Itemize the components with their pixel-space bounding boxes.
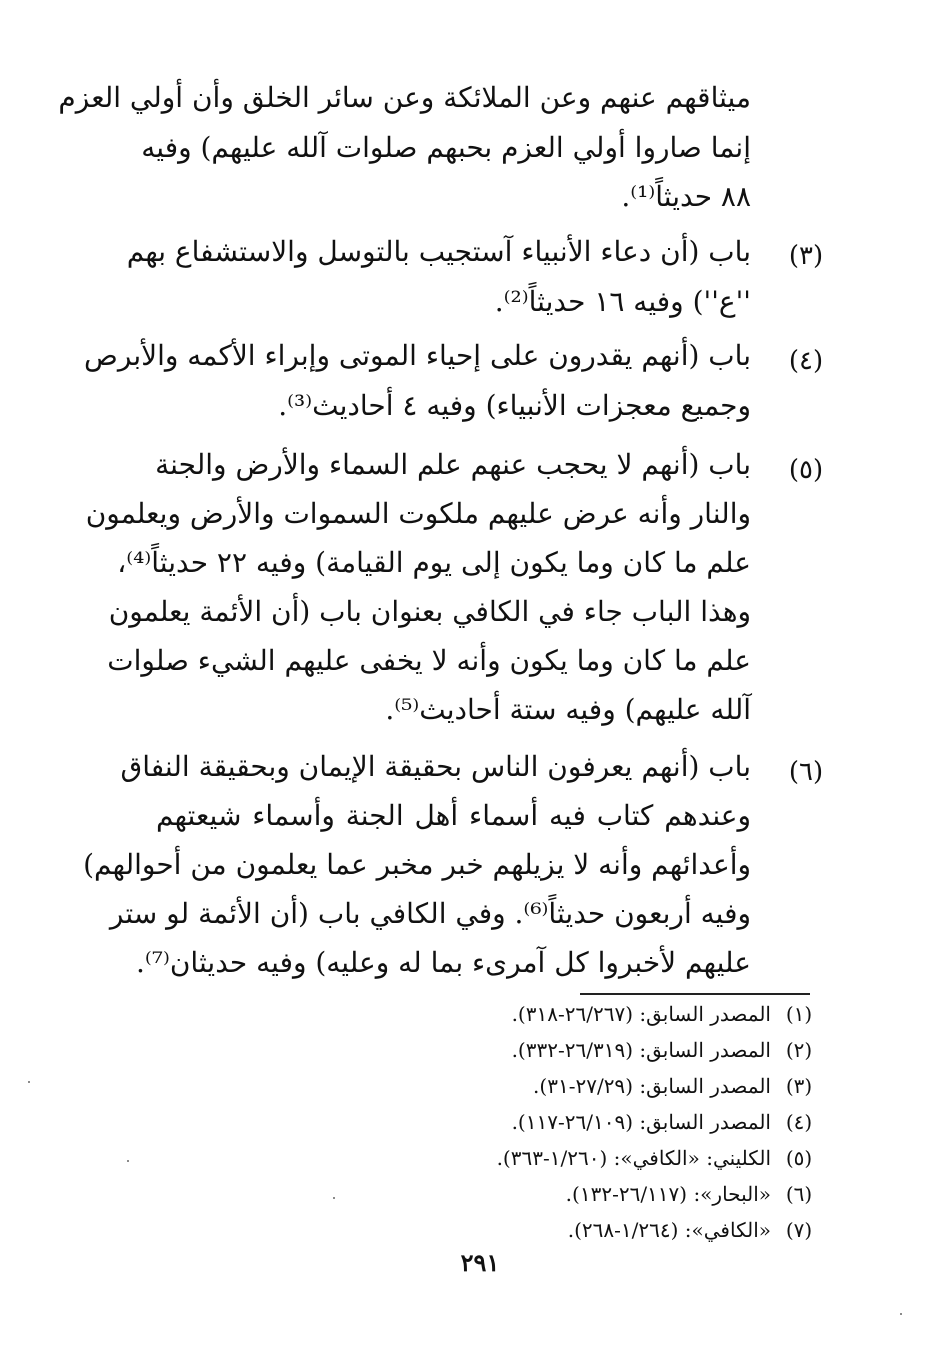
entry-line: آلله عليهم) وفيه ستة أحاديث⁽⁵⁾. xyxy=(385,693,751,726)
footnote-text: المصدر السابق: (٢٦/٢٦٧-٣١٨). xyxy=(511,1002,771,1026)
footnote-separator xyxy=(580,993,810,995)
footnote-text: «البحار»: (٢٦/١١٧-١٣٢). xyxy=(565,1182,771,1206)
footnote-text: «الكافي»: (١/٢٦٤-٢٦٨). xyxy=(567,1218,771,1242)
footnote-text: المصدر السابق: (٢٦/٣١٩-٣٣٢). xyxy=(511,1038,771,1062)
intro-line: إنما صاروا أولي العزم بحبهم صلوات آلله عليهم) وفيه xyxy=(141,131,751,164)
scan-speck xyxy=(900,1313,902,1315)
footnote-number: (٧) xyxy=(785,1218,813,1242)
footnote-number: (٣) xyxy=(785,1074,813,1098)
entry-line: وجميع معجزات الأنبياء) وفيه ٤ أحاديث⁽³⁾. xyxy=(278,389,751,422)
footnote-number: (١) xyxy=(785,1002,813,1026)
footnote-text: الكليني: «الكافي»: (١/٢٦٠-٣٦٣). xyxy=(496,1146,771,1170)
entry-line: وهذا الباب جاء في الكافي بعنوان باب (أن الأئمة يعلمون xyxy=(108,595,751,628)
entry-line: وعندهم كتاب فيه أسماء أهل الجنة وأسماء شيعتهم xyxy=(156,799,751,832)
footnote-number: (٢) xyxy=(785,1038,813,1062)
footnote xyxy=(533,1072,827,1100)
entry-line: باب (أنهم يقدرون على إحياء الموتى وإبراء الأكمه والأبرص xyxy=(84,339,751,372)
entry-number: (٤) xyxy=(788,346,824,376)
entry-line: وأعدائهم وأنه لا يزيلهم خبر مخبر عما يعلمون من أحوالهم) xyxy=(83,848,751,881)
entry-number: (٣) xyxy=(788,241,824,271)
intro-line: ميثاقهم عنهم وعن الملائكة وعن سائر الخلق وأن أولي العزم xyxy=(58,81,751,114)
page-number: ٢٩١ xyxy=(460,1248,500,1277)
footnote xyxy=(497,1144,827,1172)
footnote-number: (٥) xyxy=(785,1146,813,1170)
entry-line: والنار وأنه عرض عليهم ملكوت السموات والأرض ويعلمون xyxy=(85,497,751,530)
footnote-text: المصدر السابق: (٢٦/١٠٩-١١٧). xyxy=(511,1110,771,1134)
footnote xyxy=(566,1180,827,1208)
footnote xyxy=(512,1036,827,1064)
footnote-number: (٤) xyxy=(785,1110,813,1134)
entry-line: وفيه أربعون حديثاً⁽⁶⁾. وفي الكافي باب (أن الأئمة لو ستر xyxy=(109,897,751,930)
scan-speck xyxy=(333,1197,335,1199)
scan-speck xyxy=(127,1160,129,1162)
footnote xyxy=(512,1000,827,1028)
entry-number: (٦) xyxy=(788,757,824,787)
entry-line: عليهم لأخبروا كل آمرىء بما له وعليه) وفيه حديثان⁽⁷⁾. xyxy=(135,946,751,979)
footnote-text: المصدر السابق: (٢٧/٢٩-٣١). xyxy=(533,1074,771,1098)
footnote xyxy=(568,1216,827,1244)
footnote xyxy=(512,1108,827,1136)
entry-line: علم ما كان وما يكون وأنه لا يخفى عليهم الشيء صلوات xyxy=(107,644,751,677)
scan-speck xyxy=(28,1081,30,1083)
entry-line: علم ما كان وما يكون إلى يوم القيامة) وفيه ٢٢ حديثاً⁽⁴⁾، xyxy=(117,546,751,579)
entry-line: باب (أن دعاء الأنبياء آستجيب بالتوسل والاستشفاع بهم xyxy=(126,235,751,268)
entry-line: باب (أنهم لا يحجب عنهم علم السماء والأرض والجنة xyxy=(155,448,751,481)
intro-line: ٨٨ حديثاً⁽¹⁾. xyxy=(621,180,751,213)
entry-line: باب (أنهم يعرفون الناس بحقيقة الإيمان وبحقيقة النفاق xyxy=(120,750,751,783)
entry-number: (٥) xyxy=(788,455,824,485)
footnote-number: (٦) xyxy=(785,1182,813,1206)
entry-line: ''ع'') وفيه ١٦ حديثاً⁽²⁾. xyxy=(494,285,751,318)
